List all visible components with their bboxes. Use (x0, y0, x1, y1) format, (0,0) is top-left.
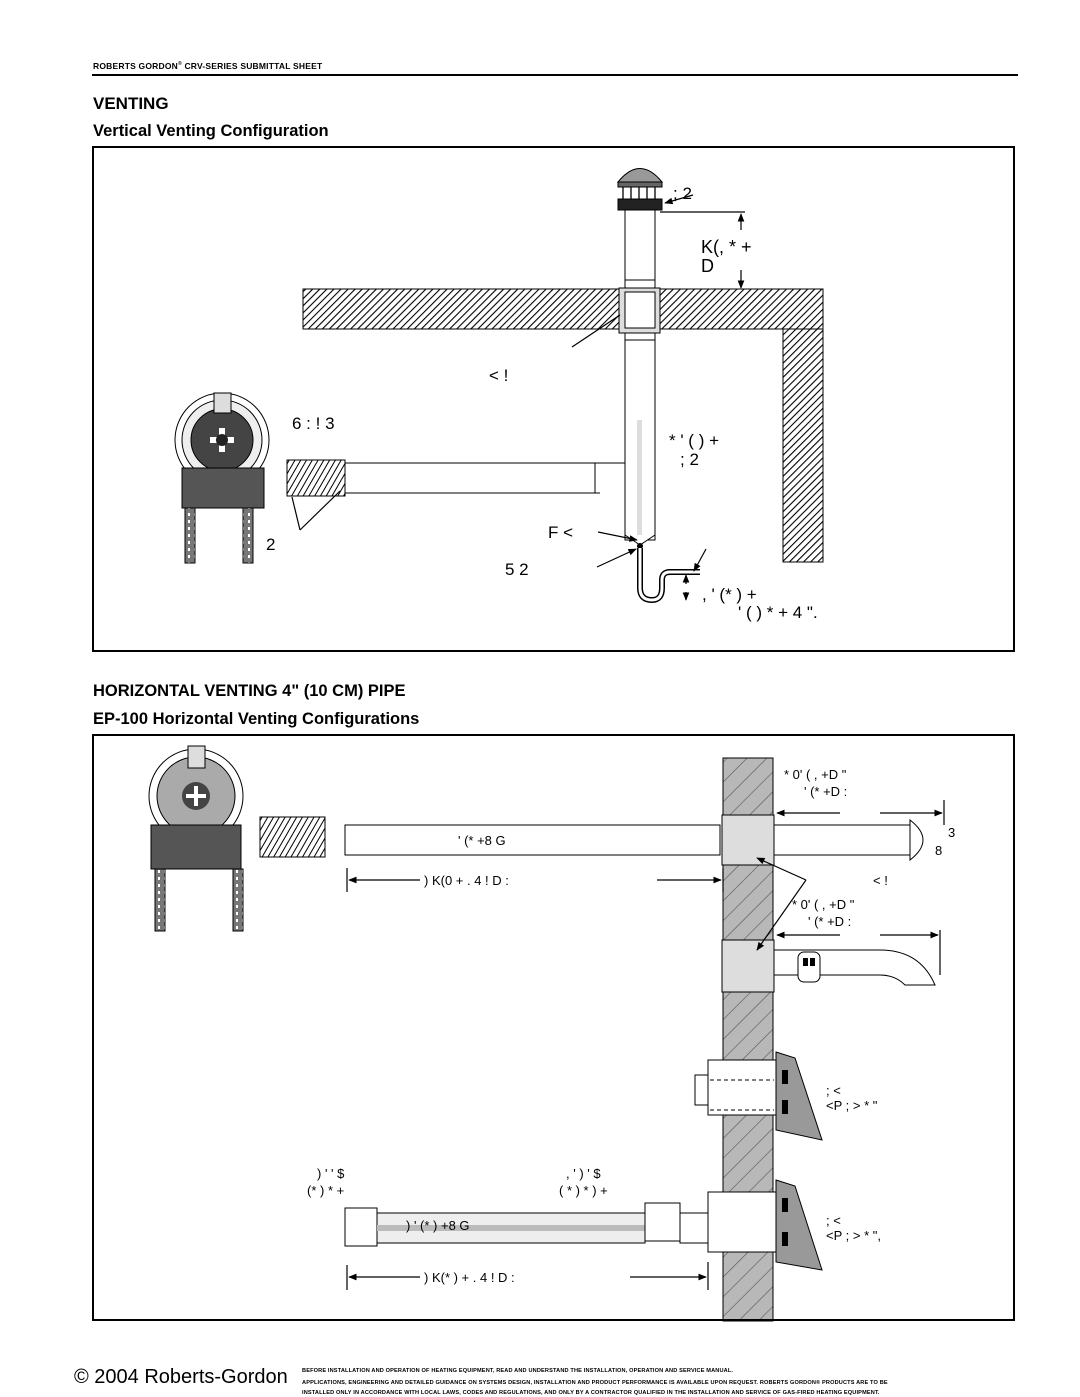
header-brand: ROBERTS GORDON (93, 61, 178, 71)
wall-terminal-2-label-b: <P ; > * ", (826, 1228, 881, 1243)
top-right-label-2: ' (* +D : (804, 784, 848, 799)
copyright: © 2004 Roberts-Gordon (74, 1366, 288, 1388)
roof-slab (303, 289, 823, 562)
length2-label: ) K(* ) + . 4 ! D : (424, 1270, 515, 1285)
footer-notice-3: INSTALLED ONLY IN ACCORDANCE WITH LOCAL LAWS, CODES AND REGULATIONS, AND ONLY BY A CONTRACTOR QUALIFIED IN THE INSTALLATION AND SERVICE OF GAS-FIRED HEATING EQUIPMENT. (302, 1390, 880, 1396)
mid-right-label-2: ' (* +D : (808, 914, 852, 929)
drain-label-2: ; 2 (680, 450, 699, 469)
clearance-label-1: K(, * + (701, 237, 752, 257)
fitting-right-label-1: , ' ) ' $ (566, 1166, 601, 1181)
thimble-label: < ! (489, 366, 509, 385)
terminal-label-b: 8 (935, 843, 943, 858)
footer-notice-2: APPLICATIONS, ENGINEERING AND DETAILED GUIDANCE ON SYSTEMS DESIGN, INSTALLATION AND PRODUCT PERFORMANCE IS AVAILABLE UPON REQUEST. ROBERTS GORDON® PRODUCTS ARE TO BE (302, 1380, 888, 1386)
fitting-left-label-1: ) ' ' $ (317, 1166, 345, 1181)
trap-label-1: , ' (* ) + (702, 585, 757, 604)
clearance-label-2: D (701, 256, 714, 276)
length1-label: ) K(0 + . 4 ! D : (424, 873, 509, 888)
burner-label: 6 : ! 3 (292, 414, 335, 433)
pipe2-label: ) ' (* ) +8 G (406, 1218, 470, 1233)
thimble2-label: < ! (873, 873, 888, 888)
section2-title: HORIZONTAL VENTING 4" (10 CM) PIPE (93, 682, 406, 700)
vertical-vent-pipe (619, 210, 660, 549)
condensate-trap (640, 548, 700, 600)
header-reg: ® (177, 61, 182, 68)
connector-label: 2 (266, 535, 276, 554)
wall-terminal-1-label-b: <P ; > * " (826, 1098, 878, 1113)
leader-lines-vertical (292, 195, 745, 600)
horizontal-connector (287, 460, 625, 496)
terminal-label-a: 3 (948, 825, 956, 840)
fitting-left-label-2: (* ) * + (307, 1183, 345, 1198)
trap-label-2: ' ( ) * + 4 ". (738, 603, 818, 622)
vent-cap (618, 169, 662, 211)
burner-unit (175, 393, 269, 563)
drain-label-1: * ' ( ) + (669, 431, 720, 450)
fitting-right-label-2: ( * ) * ) + (559, 1183, 608, 1198)
cap-label: ; 2 (673, 184, 692, 203)
top-right-label-1: * 0' ( , +D " (784, 767, 847, 782)
tee-label: F < (548, 523, 574, 542)
wall-terminal-2-label-a: ; < (826, 1213, 841, 1228)
footer-notice-1: BEFORE INSTALLATION AND OPERATION OF HEATING EQUIPMENT, READ AND UNDERSTAND THE INSTALLATION, OPERATION AND SERVICE MANUAL. (302, 1368, 734, 1374)
section-subtitle: Vertical Venting Configuration (93, 122, 329, 140)
header-series: CRV-SERIES SUBMITTAL SHEET (184, 61, 323, 71)
mid-right-label-1: * 0' ( , +D " (792, 897, 855, 912)
section2-subtitle: EP-100 Horizontal Venting Configurations (93, 710, 420, 728)
tee-code-label: 5 2 (505, 560, 529, 579)
pipe1-label: ' (* +8 G (458, 833, 506, 848)
section-title: VENTING (93, 94, 169, 113)
wall-terminal-1-label-a: ; < (826, 1083, 841, 1098)
